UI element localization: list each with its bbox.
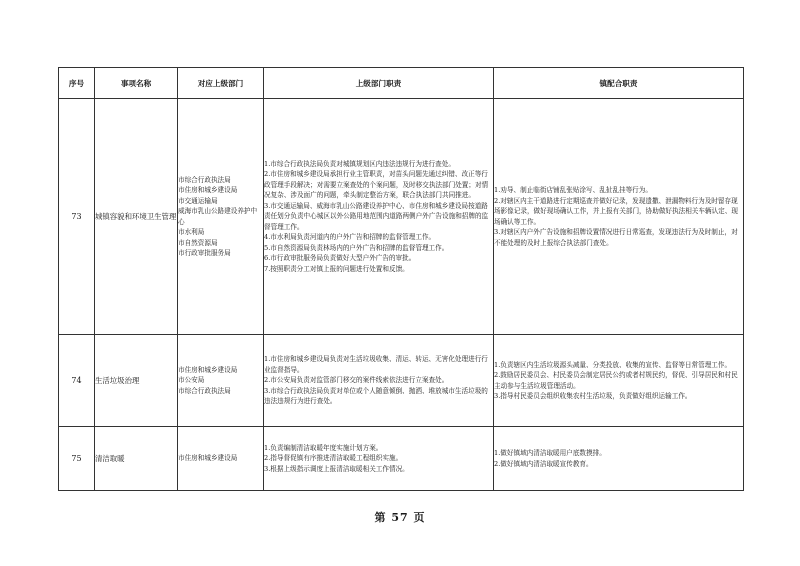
duty-item: 2.市公安局负责对监管部门移交的案件线索依法进行立案查处。 [264,376,449,385]
row-departments [178,335,264,427]
header-item-name: 事项名称 [95,68,178,99]
duty-item: 1.市综合行政执法局负责对城镇规划区内违法违规行为进行查处。 [264,159,455,168]
row-upper-duties [264,427,494,491]
department-line: 市综合行政执法局 [178,386,231,395]
duty-item: 3.市综合行政执法局负责对单位或个人随意倾倒、抛洒、堆放城市生活垃圾的违法违规行为进行查处。 [264,386,488,406]
department-line: 市住房和城乡建设局 [178,365,238,374]
duty-item: 2.鼓励居民委员会、村民委员会制定居民公约或者村规民约，督促、引导居民和村民主动参与生活垃圾管理活动。 [494,371,738,390]
row-departments [178,427,264,491]
department-line: 市行政审批服务局 [178,249,231,257]
department-line: 市公安局 [178,376,205,385]
header-serial: 序号 [59,68,95,99]
duty-item: 5.市自然资源局负责林场内的户外广告和招牌的监督管理工作。 [264,243,449,252]
row-serial: 75 [59,427,95,491]
department-line: 市住房和城乡建设局 [178,186,238,194]
department-line: 市水利局 [178,228,205,236]
duty-item: 3.指导村民委员会组织收集农村生活垃圾，负责做好组织运输工作。 [494,392,692,400]
duty-item: 3.根据上级指示调度上报清洁取暖相关工作情况。 [264,464,409,473]
header-town-duties: 镇配合职责 [494,68,744,99]
row-item-name: 城镇容貌和环境卫生管理 [95,99,178,335]
duty-item: 6.市行政审批服务局负责做好大型户外广告的审批。 [264,254,416,263]
duty-item: 2.指导督促镇有序推进清洁取暖工程组织实施。 [264,454,403,463]
table-row [59,427,744,491]
duty-item: 7.按照职责分工对镇上报的问题进行处置和反馈。 [264,264,409,273]
row-town-duties [494,99,744,335]
row-town-duties [494,427,744,491]
duty-item: 2.对辖区内主干道路进行定期巡查并做好记录，发现遗撒、泄漏物料行为及时留存现场影像记录，做好现场确认工作，并上报有关部门，协助做好执法相关车辆认定、现场确认等工作。 [494,196,738,226]
duty-item: 2.做好镇域内清洁取暖宣传教育。 [494,459,593,468]
row-departments [178,99,264,335]
header-upper-duties: 上级部门职责 [264,68,494,99]
row-serial: 74 [59,335,95,427]
department-line: 威海市乳山公路建设养护中心 [178,207,258,226]
duty-item: 1.负责编制清洁取暖年度实施计划方案。 [264,443,383,452]
table-header-row [59,68,744,99]
row-upper-duties [264,99,494,335]
table-row [59,99,744,335]
department-line: 市自然资源局 [178,238,218,247]
duty-item: 3.市交通运输局、威海市乳山公路建设养护中心、市住房和城乡建设局按道路责任划分负责中心城区以外公路用地范围内道路两侧户外广告设施和招牌的监督管理工作。 [264,201,489,231]
duty-item: 1.负责辖区内生活垃圾源头减量、分类投放、收集的宣传、监督等日常管理工作。 [494,360,732,369]
header-upper-department: 对应上级部门 [178,68,264,99]
duty-item: 1.劝导、制止临街店铺乱张贴涂写、乱扯乱挂等行为。 [494,186,652,194]
department-line: 市交通运输局 [178,196,218,205]
page-number: 第 57 页 [374,511,426,524]
table-row [59,335,744,427]
department-line: 市住房和城乡建设局 [178,454,238,463]
duty-item: 1.做好镇域内清洁取暖用户底数摸排。 [494,449,606,457]
duty-item: 4.市水利局负责河道内的户外广告和招牌的监督管理工作。 [264,233,436,242]
row-town-duties [494,335,744,427]
department-line: 市综合行政执法局 [178,175,231,184]
row-upper-duties [264,335,494,427]
row-serial: 73 [59,99,95,335]
duty-item: 2.市住房和城乡建设局承担行业主管职责，对苗头问题先通过纠错、改正等行政管理手段解决；对需要立案查处的个案问题，及时移交执法部门处置；对情况复杂、涉及面广的问题，牵头制定整治方案，联合执法部门共同推进。 [264,170,489,200]
duty-item: 1.市住房和城乡建设局负责对生活垃圾收集、清运、转运、无害化处理进行行业监督指导。 [264,355,488,374]
row-item-name: 清洁取暖 [95,427,178,491]
duty-item: 3.对辖区内户外广告设施和招牌设置情况进行日常巡查，发现违法行为及时制止，对不能处理的及时上报综合执法部门查处。 [494,228,738,247]
row-item-name: 生活垃圾治理 [95,335,178,427]
responsibility-table [58,67,744,491]
